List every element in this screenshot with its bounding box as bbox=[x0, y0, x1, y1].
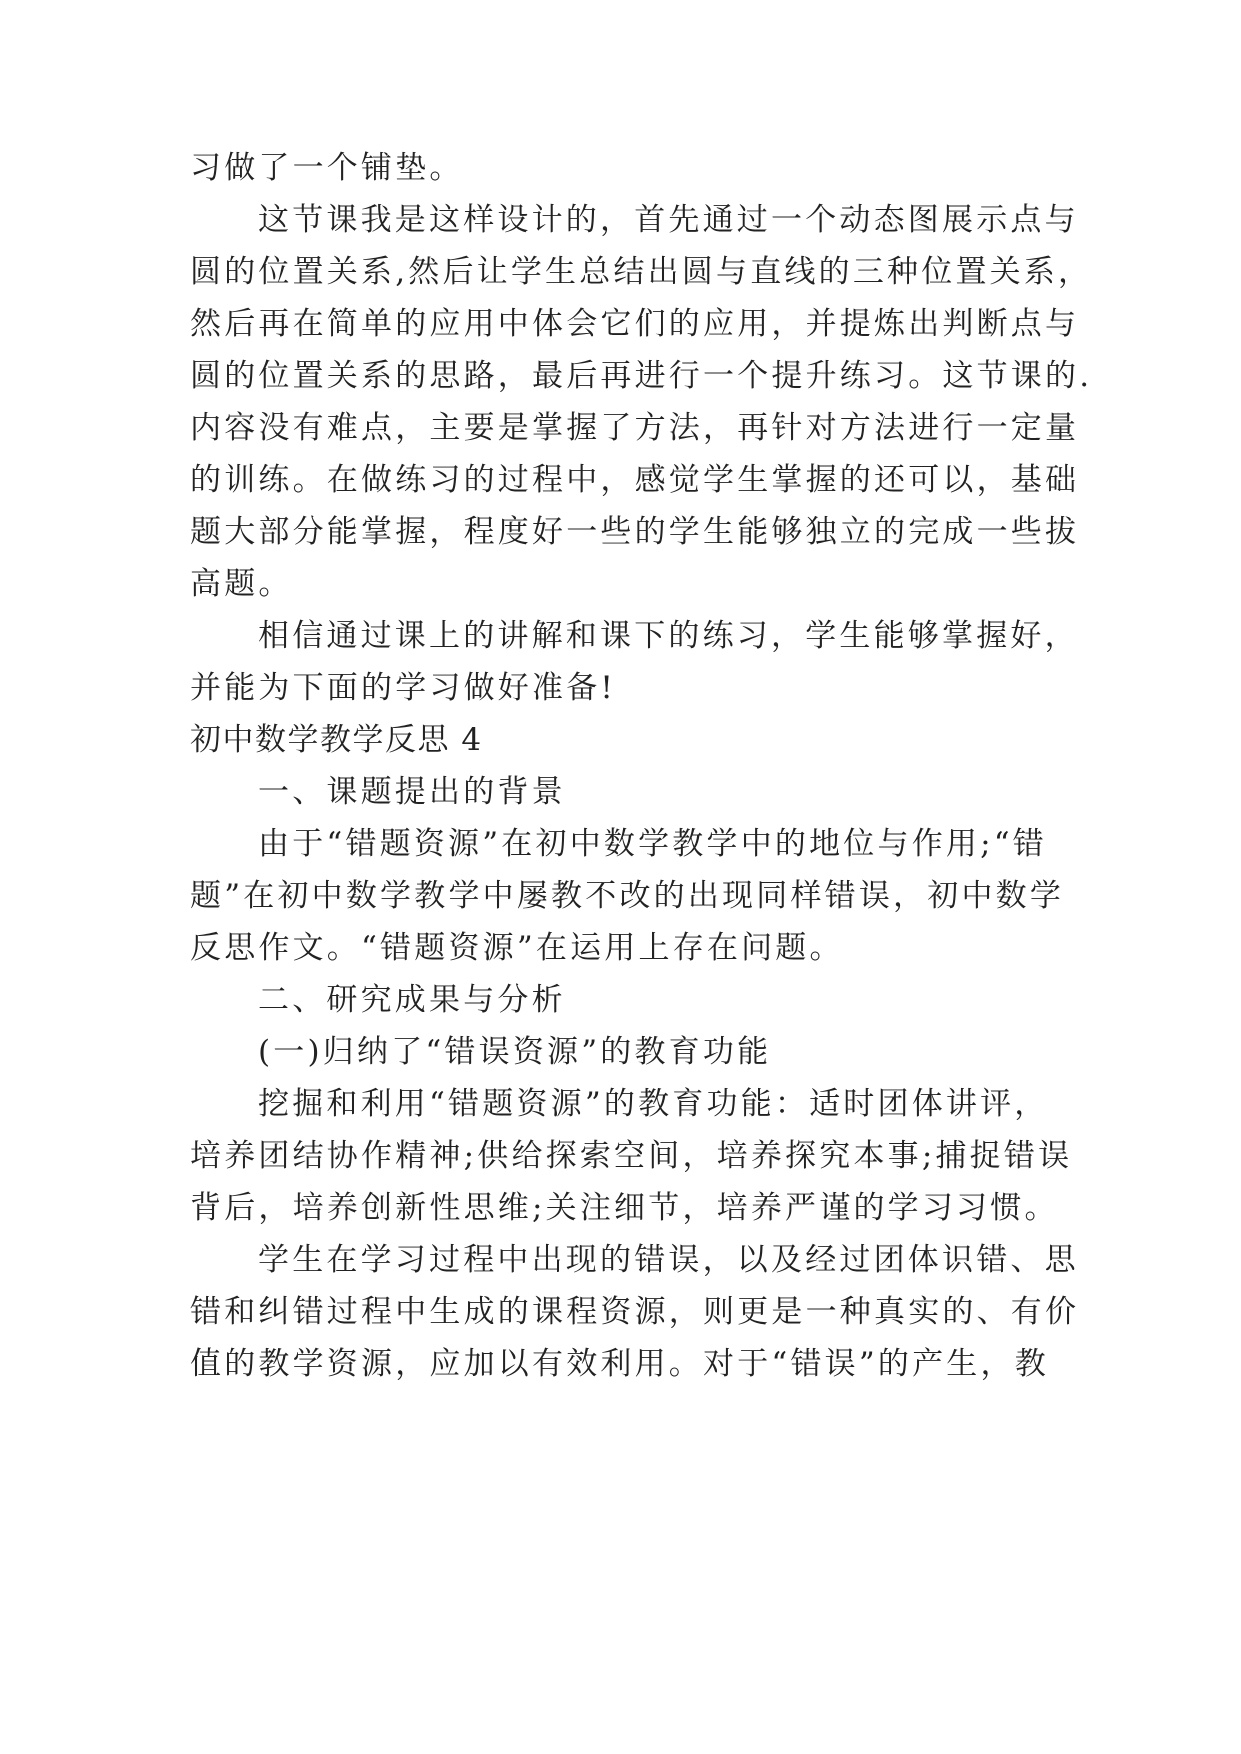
paragraph-line: 圆的位置关系的思路，最后再进行一个提升练习。这节课的. bbox=[190, 358, 1093, 394]
paragraph-line: 题”在初中数学教学中屡教不改的出现同样错误，初中数学 bbox=[190, 878, 1065, 914]
section-title: 初中数学教学反思 4 bbox=[190, 722, 483, 758]
paragraph-line: 然后再在简单的应用中体会它们的应用，并提炼出判断点与 bbox=[190, 306, 1080, 342]
paragraph-line: 挖掘和利用“错题资源”的教育功能：适时团体讲评， bbox=[258, 1086, 1049, 1122]
paragraph-line: 圆的位置关系,然后让学生总结出圆与直线的三种位置关系， bbox=[190, 254, 1093, 290]
paragraph-line: 高题。 bbox=[190, 566, 293, 602]
paragraph-line: 值的教学资源，应加以有效利用。对于“错误”的产生，教 bbox=[190, 1346, 1049, 1382]
paragraph-line: 由于“错题资源”在初中数学教学中的地位与作用;“错 bbox=[258, 826, 1047, 862]
paragraph-line: 背后，培养创新性思维;关注细节，培养严谨的学习习惯。 bbox=[190, 1190, 1059, 1226]
paragraph-line: 的训练。在做练习的过程中，感觉学生掌握的还可以，基础 bbox=[190, 462, 1080, 498]
subsection-heading: (一)归纳了“错误资源”的教育功能 bbox=[258, 1034, 772, 1070]
paragraph-line: 培养团结协作精神;供给探索空间，培养探究本事;捕捉错误 bbox=[190, 1138, 1073, 1174]
paragraph-line: 错和纠错过程中生成的课程资源，则更是一种真实的、有价 bbox=[190, 1294, 1080, 1330]
paragraph-line: 题大部分能掌握，程度好一些的学生能够独立的完成一些拔 bbox=[190, 514, 1080, 550]
paragraph-line: 学生在学习过程中出现的错误，以及经过团体识错、思 bbox=[258, 1242, 1079, 1278]
paragraph-line: 习做了一个铺垫。 bbox=[190, 150, 464, 186]
paragraph-line: 这节课我是这样设计的，首先通过一个动态图展示点与 bbox=[258, 202, 1079, 238]
paragraph-line: 反思作文。“错题资源”在运用上存在问题。 bbox=[190, 930, 844, 966]
subsection-heading: 二、研究成果与分析 bbox=[258, 982, 566, 1018]
subsection-heading: 一、课题提出的背景 bbox=[258, 774, 566, 810]
paragraph-line: 内容没有难点，主要是掌握了方法，再针对方法进行一定量 bbox=[190, 410, 1080, 446]
paragraph-line: 并能为下面的学习做好准备! bbox=[190, 670, 617, 706]
paragraph-line: 相信通过课上的讲解和课下的练习，学生能够掌握好， bbox=[258, 618, 1079, 654]
